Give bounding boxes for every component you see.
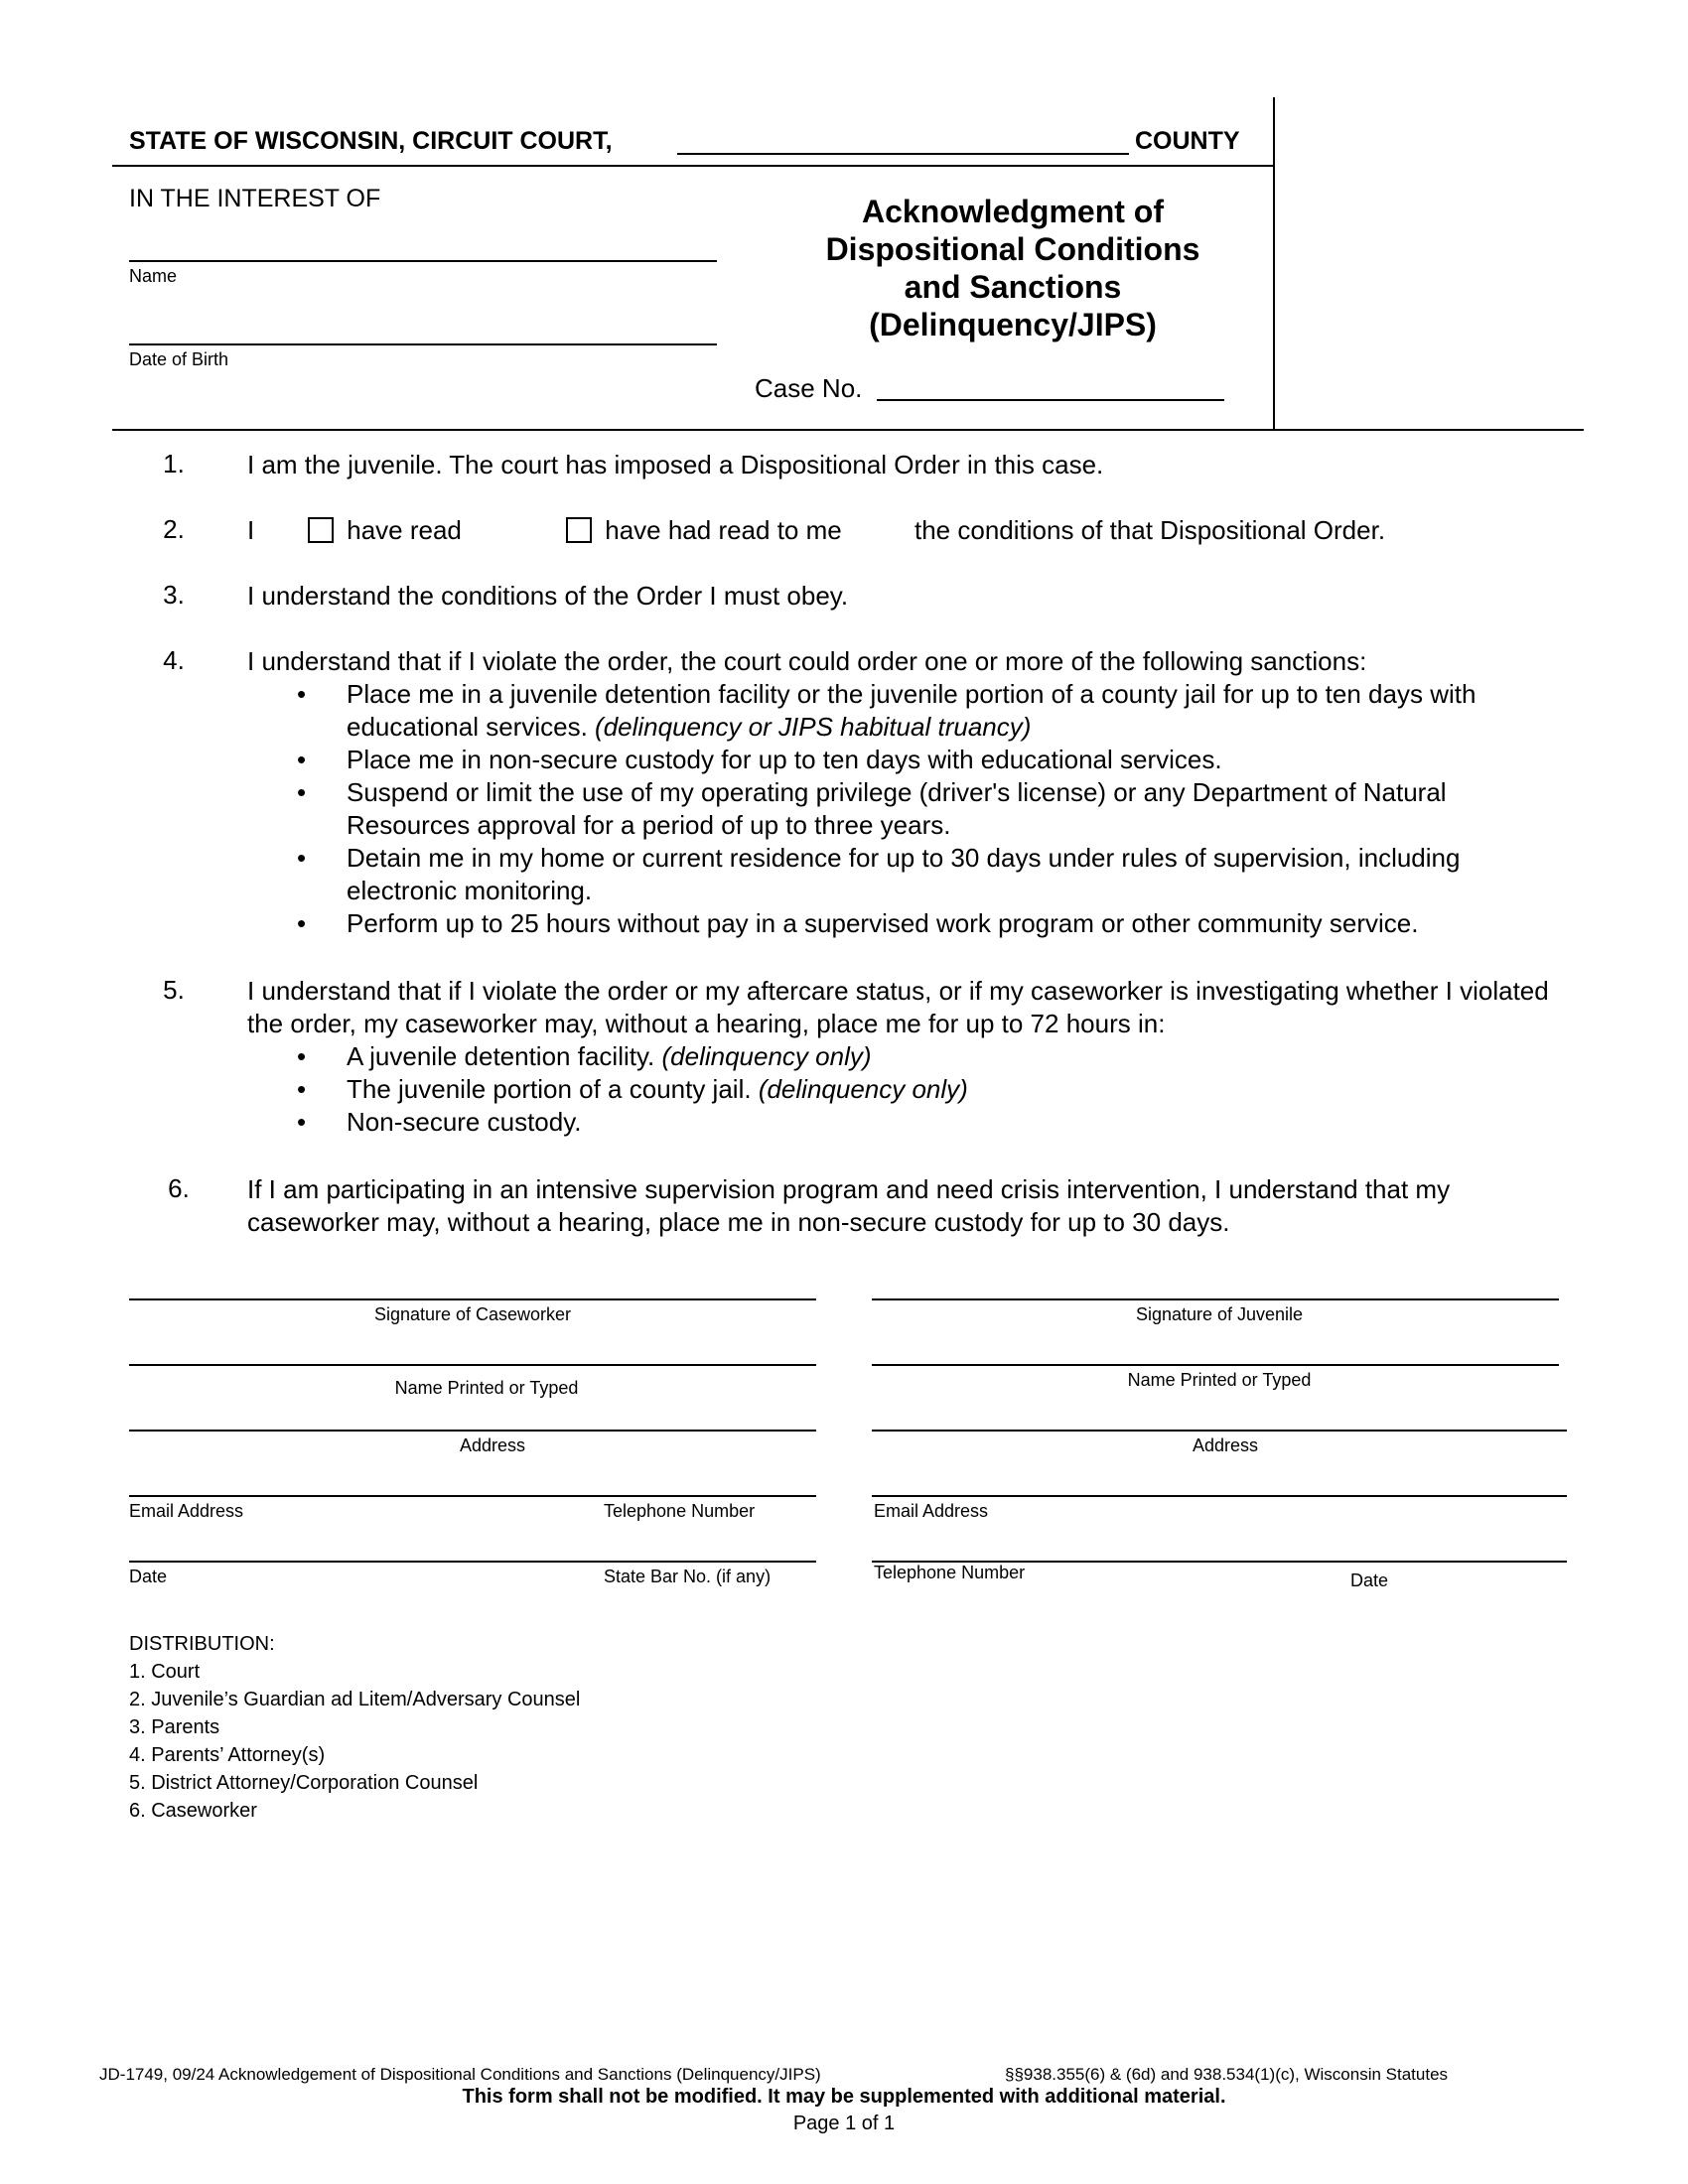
caseworker-email-phone-field[interactable] (129, 1459, 816, 1493)
list-item: 1. Court (129, 1661, 201, 1683)
county-label: COUNTY (1135, 127, 1240, 155)
item-4-number: 4. (163, 645, 185, 675)
title-line-4: (Delinquency/JIPS) (869, 307, 1157, 342)
form-title (794, 193, 1231, 343)
list-item: • The juvenile portion of a county jail. (delinquency only) (297, 1074, 968, 1104)
name-label: Name (129, 266, 178, 286)
item-6-text: If I am participating in an intensive supervision program and need crisis intervention, I understand that my caseworker may, without a hearing, place me in non-secure custody for up to 30 days. (247, 1174, 1451, 1237)
list-item: • Detain me in my home or current residence for up to 30 days under rules of supervision, including electronic monitoring. (297, 843, 1461, 905)
item-5-placement-list (247, 1040, 1568, 1139)
juvenile-email-line (872, 1495, 1567, 1497)
item-4-block (247, 645, 1568, 940)
juvenile-phone-date-field[interactable] (872, 1525, 1567, 1559)
caseworker-address-line (129, 1430, 816, 1432)
caseworker-email-label: Email Address (129, 1501, 244, 1521)
list-item: • Perform up to 25 hours without pay in a supervised work program or other community service. (297, 908, 1419, 938)
caseworker-phone-label: Telephone Number (604, 1501, 756, 1521)
name-underline (129, 260, 717, 262)
county-underline (677, 153, 1129, 155)
option-have-read[interactable] (308, 514, 462, 547)
juvenile-email-field[interactable] (872, 1459, 1567, 1493)
caseworker-email-phone-line (129, 1495, 816, 1497)
item-2-i: I (247, 515, 255, 545)
dob-field[interactable] (129, 312, 717, 341)
header-vertical-divider (1273, 97, 1275, 430)
have-read-label: have read (347, 515, 462, 545)
caseworker-date-bar-field[interactable] (129, 1525, 816, 1559)
list-item: 2. Juvenile’s Guardian ad Litem/Adversary Counsel (129, 1689, 581, 1710)
read-to-me-checkbox[interactable] (566, 517, 592, 543)
caseworker-name-field[interactable] (129, 1328, 816, 1362)
caseworker-name-label: Name Printed or Typed (394, 1378, 579, 1398)
caseworker-name-line (129, 1364, 816, 1366)
dob-underline (129, 343, 717, 345)
caseworker-signature-label: Signature of Caseworker (373, 1304, 572, 1324)
distribution-list (129, 1630, 580, 1825)
read-to-me-label: have had read to me (605, 515, 842, 545)
item-5-number: 5. (163, 975, 185, 1005)
caseworker-date-bar-line (129, 1561, 816, 1563)
list-item: 4. Parents’ Attorney(s) (129, 1744, 326, 1766)
list-item: • A juvenile detention facility. (delinquency only) (297, 1041, 872, 1071)
page-number: Page 1 of 1 (792, 2113, 896, 2134)
caseworker-address-field[interactable] (129, 1394, 816, 1428)
item-4-sanctions-list (247, 678, 1568, 940)
in-the-interest-of-label: IN THE INTEREST OF (129, 185, 381, 212)
caseworker-date-label: Date (129, 1567, 168, 1586)
list-item-note: (delinquency only) (661, 1041, 872, 1071)
caseworker-signature-field[interactable] (129, 1261, 816, 1297)
distribution-heading: DISTRIBUTION: (129, 1633, 275, 1655)
item-6-number: 6. (168, 1173, 190, 1203)
list-item: • Suspend or limit the use of my operating privilege (driver's license) or any Department of Natural Resources approval for a period of up to three years. (297, 777, 1447, 840)
item-3-text: I understand the conditions of the Order I must obey. (247, 581, 849, 611)
juvenile-signature-label: Signature of Juvenile (1135, 1304, 1304, 1324)
juvenile-date-label: Date (1350, 1570, 1389, 1590)
list-item: • Place me in non-secure custody for up to ten days with educational services. (297, 745, 1222, 774)
item-2-rest: the conditions of that Dispositional Order. (914, 515, 1386, 545)
header-bottom-rule (112, 429, 1584, 431)
list-item-note: (delinquency only) (758, 1074, 968, 1104)
item-5-block (247, 975, 1568, 1139)
item-1-number: 1. (163, 449, 185, 478)
dob-label: Date of Birth (129, 349, 229, 369)
juvenile-phone-label: Telephone Number (874, 1563, 1026, 1582)
option-read-to-me[interactable] (566, 514, 842, 547)
list-item: • Place me in a juvenile detention facility or the juvenile portion of a county jail for up to ten days with educational services. (delinquency or JIPS habitual truancy) (297, 679, 1477, 742)
item-1-text: I am the juvenile. The court has imposed a Dispositional Order in this case. (247, 450, 1104, 479)
juvenile-address-field[interactable] (872, 1394, 1567, 1428)
item-2-number: 2. (163, 514, 185, 544)
juvenile-email-label: Email Address (874, 1501, 989, 1521)
header-top-rule (112, 165, 1275, 167)
list-item-note: (delinquency or JIPS habitual truancy) (595, 712, 1032, 742)
caseworker-address-label: Address (459, 1435, 526, 1455)
case-no-field[interactable] (877, 369, 1224, 399)
juvenile-address-line (872, 1430, 1567, 1432)
item-5-text: I understand that if I violate the order or my aftercare status, or if my caseworker is investigating whether I violated the order, my caseworker may, without a hearing, place me for up to 72 hours in: (247, 976, 1549, 1038)
title-line-1: Acknowledgment of (861, 194, 1164, 229)
list-item: • Non-secure custody. (297, 1107, 582, 1137)
caseworker-signature-line (129, 1298, 816, 1300)
juvenile-name-field[interactable] (872, 1328, 1559, 1362)
list-item: 5. District Attorney/Corporation Counsel (129, 1772, 479, 1794)
item-3-number: 3. (163, 580, 185, 610)
case-no-label: Case No. (755, 373, 863, 403)
case-no-underline (877, 399, 1224, 401)
juvenile-address-label: Address (1192, 1435, 1259, 1455)
county-field[interactable] (677, 121, 1129, 151)
juvenile-signature-field[interactable] (872, 1261, 1559, 1297)
title-line-2: Dispositional Conditions (825, 231, 1200, 267)
statute-reference: §§938.355(6) & (6d) and 938.534(1)(c), Wisconsin Statutes (1005, 2065, 1449, 2084)
juvenile-signature-line (872, 1298, 1559, 1300)
caseworker-bar-label: State Bar No. (if any) (604, 1567, 772, 1586)
title-line-3: and Sanctions (904, 269, 1122, 305)
juvenile-name-label: Name Printed or Typed (1127, 1370, 1312, 1390)
modification-notice: This form shall not be modified. It may be supplemented with additional material. (462, 2086, 1226, 2108)
have-read-checkbox[interactable] (308, 517, 334, 543)
item-4-text: I understand that if I violate the order, the court could order one or more of the following sanctions: (247, 646, 1367, 676)
form-id: JD-1749, 09/24 Acknowledgement of Dispositional Conditions and Sanctions (Delinquency/JIPS) (99, 2065, 821, 2084)
name-field[interactable] (129, 228, 717, 258)
court-heading: STATE OF WISCONSIN, CIRCUIT COURT, (129, 127, 613, 155)
list-item: 6. Caseworker (129, 1800, 257, 1822)
list-item: 3. Parents (129, 1716, 220, 1738)
juvenile-name-line (872, 1364, 1559, 1366)
